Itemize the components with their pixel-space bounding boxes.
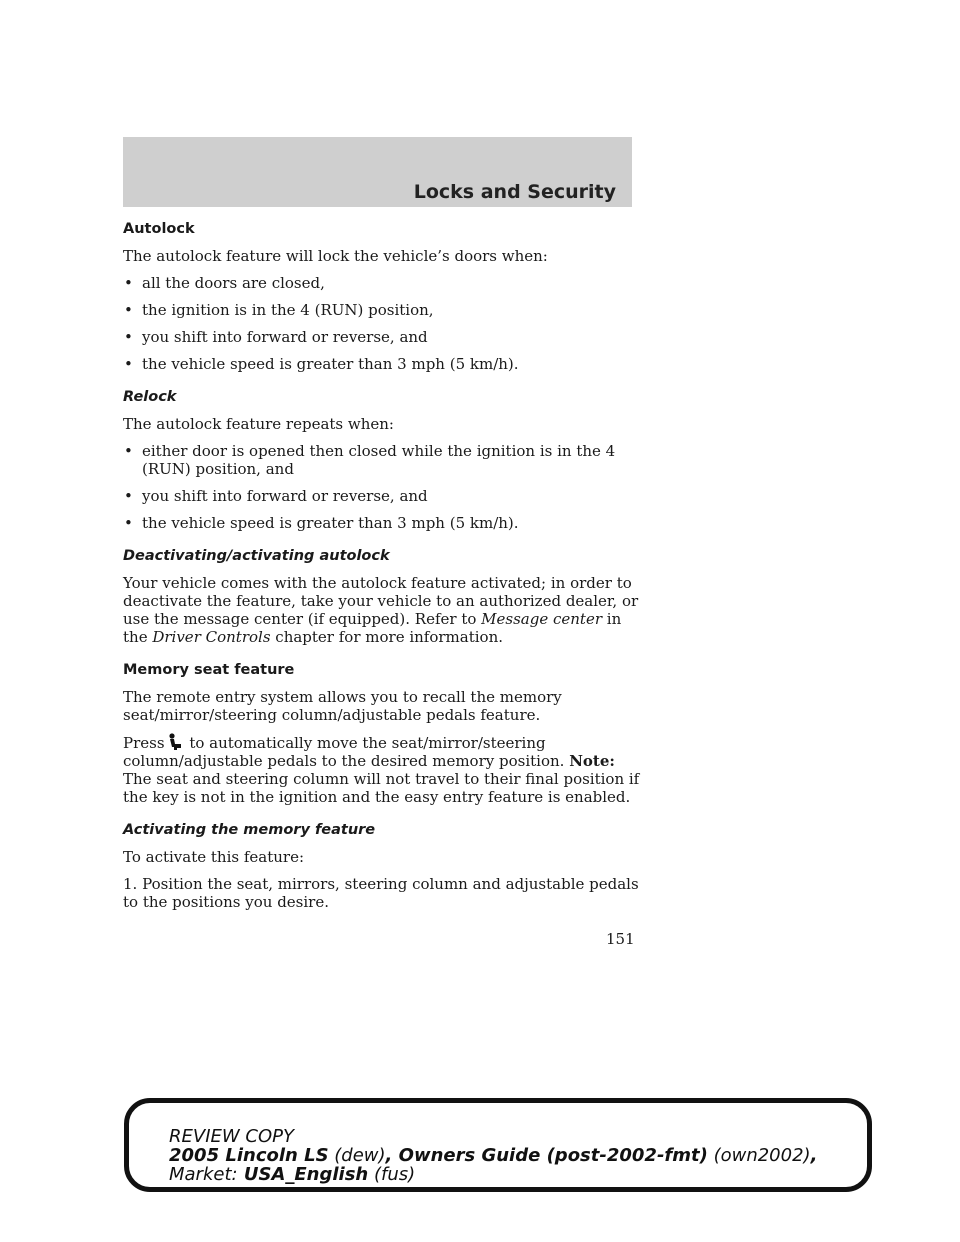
bullet-icon: •: [124, 274, 133, 292]
list-item: • you shift into forward or reverse, and: [124, 328, 428, 346]
activating-intro: To activate this feature:: [123, 848, 305, 866]
list-item: • either door is opened then closed while the ignition is in the 4 (RUN) position, and: [124, 442, 616, 478]
autolock-heading: Autolock: [123, 221, 195, 237]
note-label: Note:: [569, 752, 615, 770]
list-item: • the vehicle speed is greater than 3 mph (5 km/h).: [124, 355, 519, 373]
review-copy-box: [124, 1098, 872, 1192]
relock-intro: The autolock feature repeats when:: [123, 415, 394, 433]
deactivating-body: Your vehicle comes with the autolock feature activated; in order to deactivate the feature, take your vehicle to an authorized dealer, or use the message center (if equipped). Refer to Message center in the Driver Controls chapter for more information.: [123, 574, 639, 646]
activating-step-1: 1. Position the seat, mirrors, steering column and adjustable pedals to the positions you desire.: [123, 875, 639, 911]
page-content: [123, 220, 643, 920]
bullet-icon: •: [124, 487, 133, 505]
activating-heading: Activating the memory feature: [123, 822, 376, 838]
bullet-icon: •: [124, 442, 133, 460]
memory-intro: The remote entry system allows you to recall the memory seat/mirror/steering column/adjustable pedals feature.: [123, 688, 562, 724]
section-title: Locks and Security: [413, 181, 616, 203]
review-copy-line3: Market: USA_English (fus): [169, 1164, 416, 1185]
review-copy-text: [169, 1127, 817, 1184]
memory-seat-icon: [167, 733, 183, 751]
bullet-icon: •: [124, 301, 133, 319]
memory-heading: Memory seat feature: [123, 662, 295, 678]
relock-heading: Relock: [123, 389, 177, 405]
list-item: • you shift into forward or reverse, and: [124, 487, 428, 505]
list-item: • the vehicle speed is greater than 3 mph (5 km/h).: [124, 514, 519, 532]
review-copy-label: REVIEW COPY: [169, 1126, 294, 1147]
bullet-icon: •: [124, 328, 133, 346]
list-item: • the ignition is in the 4 (RUN) position,: [124, 301, 434, 319]
deactivating-heading: Deactivating/activating autolock: [123, 548, 390, 564]
list-item: • all the doors are closed,: [124, 274, 325, 292]
page-number: 151: [606, 930, 635, 948]
driver-controls-reference: Driver Controls: [152, 628, 271, 646]
bullet-icon: •: [124, 355, 133, 373]
section-header-band: [123, 137, 632, 207]
memory-press-paragraph: Press to automatically move the seat/mirror/steering column/adjustable pedals to the desired memory position. Note: The seat and steering column will not travel to their final position if the key is not in the ignition and the easy entry feature is enabled.: [123, 734, 640, 806]
bullet-icon: •: [124, 514, 133, 532]
review-copy-line2: 2005 Lincoln LS (dew), Owners Guide (post-2002-fmt) (own2002),: [169, 1145, 818, 1166]
message-center-reference: Message center: [481, 610, 602, 628]
autolock-intro: The autolock feature will lock the vehicle’s doors when:: [123, 247, 548, 265]
